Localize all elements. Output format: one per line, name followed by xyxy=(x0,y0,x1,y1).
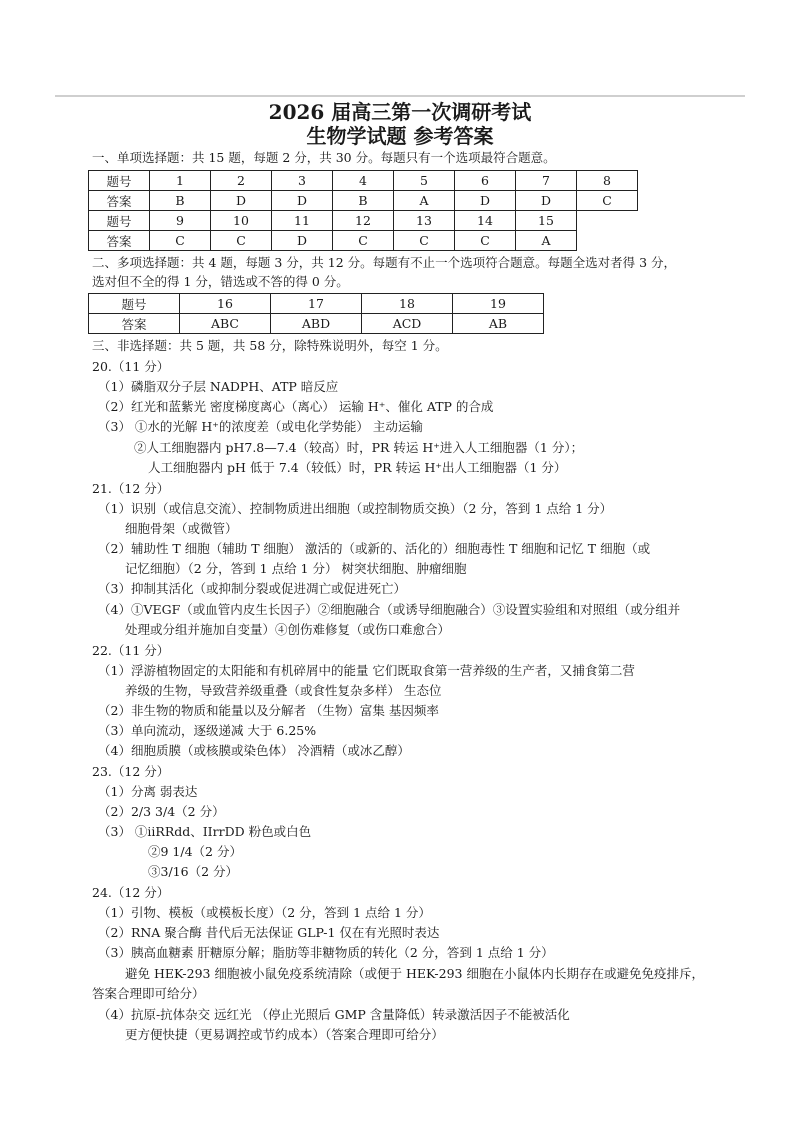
answer-line: （2）RNA 聚合酶 昔代后无法保证 GLP-1 仅在有光照时表达 xyxy=(98,925,440,940)
table-cell: ABC xyxy=(180,314,271,334)
table-cell: 题号 xyxy=(89,294,180,314)
top-divider xyxy=(55,95,745,97)
answer-line: ②9 1/4（2 分） xyxy=(148,844,242,859)
answer-line: （1）识别（或信息交流）、控制物质进出细胞（或控制物质交换）（2 分，答到 1 点给 1 分） xyxy=(98,501,613,516)
table-cell: 6 xyxy=(455,171,516,191)
section2-heading-line2: 选对但不全的得 1 分，错选或不答的得 0 分。 xyxy=(92,274,349,289)
table-row xyxy=(89,191,638,211)
answer-line: （1）磷脂双分子层 NADPH、ATP 暗反应 xyxy=(98,379,339,394)
table-cell: 题号 xyxy=(89,211,150,231)
answer-line: 养级的生物，导致营养级重叠（或食性复杂多样） 生态位 xyxy=(125,683,442,698)
answer-line: （3） ①水的光解 H⁺的浓度差（或电化学势能） 主动运输 xyxy=(98,419,423,434)
answer-line: 20.（11 分） xyxy=(92,359,170,374)
table-cell: B xyxy=(150,191,211,211)
table-cell: C xyxy=(394,231,455,251)
answer-line: （2）辅助性 T 细胞（辅助 T 细胞） 激活的（或新的、活化的）细胞毒性 T 细胞和记忆 T 细胞（或 xyxy=(98,541,651,556)
answer-line: 22.（11 分） xyxy=(92,643,170,658)
table-cell: 答案 xyxy=(89,231,150,251)
answer-line: 避免 HEK-293 细胞被小鼠免疫系统清除（或便于 HEK-293 细胞在小鼠体内长期存在或避免免疫排斥， xyxy=(125,966,704,981)
table-cell: C xyxy=(577,191,638,211)
table-cell: 7 xyxy=(516,171,577,191)
table-cell: D xyxy=(516,191,577,211)
answer-line: 细胞骨架（或微管） xyxy=(125,521,238,536)
answer-line: 答案合理即可给分） xyxy=(92,986,205,1001)
table-cell: 8 xyxy=(577,171,638,191)
table-cell: C xyxy=(211,231,272,251)
exam-title: 2026 届高三第一次调研考试 xyxy=(268,100,532,124)
table-cell: 11 xyxy=(272,211,333,231)
table-cell: 17 xyxy=(271,294,362,314)
table-cell: 3 xyxy=(272,171,333,191)
single-choice-table xyxy=(88,170,638,251)
section2-heading-line1: 二、多项选择题：共 4 题，每题 3 分，共 12 分。每题有不止一个选项符合题意。每题全选对者得 3 分， xyxy=(92,255,677,270)
answer-line: （4）细胞质膜（或核膜或染色体） 冷酒精（或冰乙醇） xyxy=(98,743,410,758)
table-cell: 18 xyxy=(362,294,453,314)
answer-line: （3）单向流动，逐级递减 大于 6.25% xyxy=(98,723,317,738)
answer-line: （1）浮游植物固定的太阳能和有机碎屑中的能量 它们既取食第一营养级的生产者，又捕食第二营 xyxy=(98,663,635,678)
table-cell: C xyxy=(333,231,394,251)
answer-line: （4）抗原-抗体杂交 远红光 （停止光照后 GMP 含量降低）转录激活因子不能被活化 xyxy=(98,1007,570,1022)
table-cell: D xyxy=(272,191,333,211)
table-cell: A xyxy=(394,191,455,211)
table-cell: 2 xyxy=(211,171,272,191)
table-cell: 答案 xyxy=(89,314,180,334)
answer-line: （3）胰高血糖素 肝糖原分解；脂肪等非糖物质的转化（2 分，答到 1 点给 1 分） xyxy=(98,945,554,960)
table-cell: 答案 xyxy=(89,191,150,211)
table-row xyxy=(89,231,638,251)
table-cell: B xyxy=(333,191,394,211)
table-cell: 13 xyxy=(394,211,455,231)
table-cell: 5 xyxy=(394,171,455,191)
section1-heading: 一、单项选择题：共 15 题，每题 2 分，共 30 分。每题只有一个选项最符合题意。 xyxy=(92,150,556,165)
answer-line: （2）红光和蓝紫光 密度梯度离心（离心） 运输 H⁺、催化 ATP 的合成 xyxy=(98,399,494,414)
table-cell: 10 xyxy=(211,211,272,231)
answer-line: 23.（12 分） xyxy=(92,764,170,779)
table-row xyxy=(89,211,638,231)
answer-line: （2）2/3 3/4（2 分） xyxy=(98,804,225,819)
section3-heading: 三、非选择题：共 5 题，共 58 分，除特殊说明外，每空 1 分。 xyxy=(92,338,448,353)
table-cell: C xyxy=(150,231,211,251)
answer-line: 记忆细胞）（2 分，答到 1 点给 1 分） 树突状细胞、肿瘤细胞 xyxy=(125,561,467,576)
table-row xyxy=(89,294,544,314)
table-cell: 题号 xyxy=(89,171,150,191)
table-cell: 12 xyxy=(333,211,394,231)
table-cell: C xyxy=(455,231,516,251)
table-cell: ABD xyxy=(271,314,362,334)
table-cell: AB xyxy=(453,314,544,334)
answer-line: （3） ①iiRRdd、IIrrDD 粉色或白色 xyxy=(98,824,312,839)
multiple-choice-table xyxy=(88,293,544,334)
table-cell: D xyxy=(272,231,333,251)
table-cell: 9 xyxy=(150,211,211,231)
table-row xyxy=(89,314,544,334)
exam-subtitle: 生物学试题 参考答案 xyxy=(306,124,494,148)
answer-line: ②人工细胞器内 pH7.8—7.4（较高）时，PR 转运 H⁺进入人工细胞器（1 分）； xyxy=(134,440,584,455)
table-cell: 14 xyxy=(455,211,516,231)
table-cell: A xyxy=(516,231,577,251)
table-cell: D xyxy=(211,191,272,211)
answer-line: 24.（12 分） xyxy=(92,885,170,900)
answer-line: 人工细胞器内 pH 低于 7.4（较低）时，PR 转运 H⁺出人工细胞器（1 分） xyxy=(148,460,567,475)
table-cell: 19 xyxy=(453,294,544,314)
table-cell: ACD xyxy=(362,314,453,334)
answer-line: （4）①VEGF（或血管内皮生长因子）②细胞融合（或诱导细胞融合）③设置实验组和对照组（或分组并 xyxy=(98,602,681,617)
table-cell: 15 xyxy=(516,211,577,231)
table-cell: 1 xyxy=(150,171,211,191)
table-cell: 16 xyxy=(180,294,271,314)
answer-line: 处理或分组并施加自变量）④创伤难修复（或伤口难愈合） xyxy=(125,622,451,637)
table-cell: 4 xyxy=(333,171,394,191)
answer-line: ③3/16（2 分） xyxy=(148,864,238,879)
answer-line: 更方便快捷（更易调控或节约成本）（答案合理即可给分） xyxy=(125,1027,444,1042)
answer-line: （2）非生物的物质和能量以及分解者 （生物）富集 基因频率 xyxy=(98,703,439,718)
answer-line: （1）引物、模板（或模板长度）（2 分，答到 1 点给 1 分） xyxy=(98,905,431,920)
answer-line: 21.（12 分） xyxy=(92,481,170,496)
answer-line: （3）抑制其活化（或抑制分裂或促进凋亡或促进死亡） xyxy=(98,581,406,596)
table-cell: D xyxy=(455,191,516,211)
table-row xyxy=(89,171,638,191)
answer-line: （1）分离 弱表达 xyxy=(98,784,198,799)
